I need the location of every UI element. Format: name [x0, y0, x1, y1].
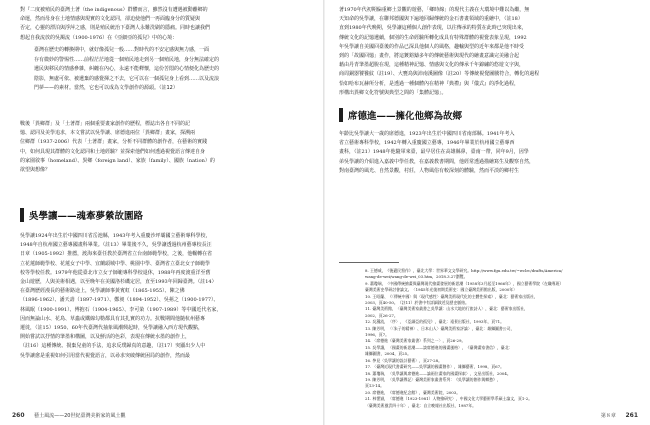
footnote-line: 16. 參見〈吳學讓的設計藝術〉，頁27-28。 — [365, 357, 442, 363]
footnote-line: 18. 蕭瓊瑞，〈吳學讓與席德進——論兩位畫家的國畫探索〉，文星出版社，2004。 — [365, 370, 511, 376]
footnote-line: 8. 王德威，《後遺民寫作》，臺北大學：世界華文文學研究。http://www.fgu.edu.tw/~wclrc/drafts/America/ — [365, 268, 563, 273]
quote-line: 存有微妙的警惕性……前程茫茫地從一個殖民地走到另一個殖民地，身分無法確定的 — [34, 56, 220, 63]
text-line: 中，如何具現其群體的文化認同和土地經驗？並探索他們如何透過視覺語言傳達自身 — [20, 148, 206, 155]
footnote-rule — [339, 262, 399, 263]
text-line: 對南臺灣的風光、自然景觀，村莊，人物風俗有較深刻的體驗，然而平淡的鄉村生 — [339, 167, 520, 174]
section-heading — [20, 208, 143, 222]
footnote-line: 10. 王昭蘭、《〈傳統中國〉與〈現代感性〉臺灣美術現代化的主體性探索》，臺北：藝術家出版社， — [365, 293, 538, 299]
text-line: 戰後「異鄉群」及「土著群」兩個重要畫家創作的歷程，標誌出各自不同的記 — [20, 121, 191, 127]
chapter-label: 第８章 — [600, 413, 616, 419]
text-line: 到的「故國回憶」畫作，將這鍍鎔鑄多年的傳統藝術與現代的繪畫意識完美融合起 — [339, 53, 520, 60]
text-line: 形構出異鄉文化符號與典型之間的「集體記憶」。 — [339, 89, 447, 96]
text-line: 年吳學讓自美國回臺後的作品已深具他個人的風格，趣輸與型的近年來都是他不時受 — [339, 43, 525, 50]
text-line: 在臺灣歷經漫長的藝術路途上，吳學讓師事黃賓虹（1865-1955）、陳之佛 — [20, 288, 185, 295]
section-title: 吳學讓——魂牽夢縈故園路 — [29, 211, 144, 222]
text-line: 恰如哈布瓦赫所分析，是透過一種個體內在精神『典禮』與『儀式』的淨化過程， — [339, 80, 520, 87]
footnote-line: 12. 吳濁流，〈序〉，《亞細亞的孤兒》，臺北：遠景出版社，1993年，頁71。 — [365, 319, 504, 325]
text-line: 否定，心靈的漂泊與浮萍之感，則是殖民統治下臺灣人永難洗刷的隱痛。同時也讓我們 — [20, 25, 211, 32]
text-line: 日章（1905-1992）推薦，渡海來臺任教於臺灣省立台南師範學校，之後，他輾轉在省 — [20, 251, 213, 258]
text-line: 直到1980年代晚期，吳學讓這種個人創作表現，以往傳承的特質在此時已突現出來， — [339, 25, 527, 32]
footnote-line: 1996，頁7。 — [365, 332, 390, 338]
text-line: 對『二度被殖民的臺灣土著（the indigenous）群體而言，雖然沒有遭遇被動離鄉的 — [20, 7, 208, 13]
footnotes — [365, 268, 637, 409]
text-line: 吳學讓1924年出生於中國四川省岳池縣，1943年考入重慶沙坪壩國立藝術專科學校， — [20, 233, 211, 239]
section-body — [20, 232, 312, 361]
text-line: 省立藝術專科學校，1942年轉入重慶國立藝專，1946年畢業於杭州國立藝專西 — [339, 140, 515, 147]
text-line: 林風眠（1900-1991）、傅抱石（1904-1965）、李可染（1907-1989）等中國近代名家， — [20, 306, 222, 313]
intro-paragraph — [20, 6, 312, 43]
quote-line: 臺灣在歷史的轉換期中，就好像孤兒一般……對時代的不安定感與無力感，一面 — [34, 47, 210, 53]
footnote-line: 頁13-14。 — [365, 383, 384, 389]
text-line: 天知命的吳學讓，在聯邦德國與下遍地回歸傳統的金石書畫領域的重繪中，（註18） — [339, 16, 523, 23]
footnote-line: 〈臺灣美術風雲四十年〉，臺北：自立晚報社出版社，1987年。 — [365, 402, 477, 408]
footnote-line: 臺灣美術史學研討會論文。〈1945年光復初期美術史：國立臺灣美術館出版，2000年〉 — [365, 287, 518, 293]
text-line: 憶、認同及美學追求，本文嘗試以吳學讓、席德進兩位「異鄉群」畫家，探溯兩 — [20, 130, 196, 137]
heading-bar — [20, 208, 24, 222]
footnote-line: 2002，頁26-27。 — [365, 312, 398, 318]
heading-bar — [339, 108, 343, 122]
text-line: 吳學讓愈是重視如何引用當代視覺語言，以尋求突破傳統困局的創作，然而最 — [20, 352, 191, 359]
footnote-line: 15. 吳學讓，〈國畫的新思潮——談席德進的國畫風格〉，《臺灣畫家書信》，臺北： — [365, 344, 513, 350]
text-line: 欲望與想像？ — [20, 167, 51, 174]
text-line: 開始嘗試以抒情的筆墨和構圖，以及鮮活的色彩，表現在傳統水墨的創作上， — [20, 334, 191, 341]
right-footer — [601, 412, 638, 419]
quote-line: 遺民與移民的情感參雜，糾纏在內心，永遠不能釋懷，這份苦悶的心情便化為歷史的 — [34, 66, 220, 73]
text-line: 藉由丹青筆墨超脫在現，這種精神記憶、情感與文化的傳承千年錦繡的悠遊文字與， — [339, 62, 525, 69]
top-paragraph — [339, 6, 635, 98]
text-line: 商周銅器饕餮紋（註19）、大甕鳥與沛南溪圖像（註20）等傳統視覺圖騰符合，轉化的過程 — [339, 71, 540, 78]
text-line: 傳統文化的記憶遺續，個別的生命經驗所轉化成具有特殊群體的視覺表象呈現，1992 — [339, 34, 527, 41]
footnote-line: 20. 席德進，《席德進紀念館》，臺灣美術院，2003。 — [365, 389, 461, 395]
text-line: 畫科，（註21）1948年他隨軍來臺，最早居住在高雄縣鼻，臺南一帶，同年9月，因學 — [339, 149, 529, 156]
text-line: 因而無論山水、花鳥、草蟲或鐵線勾勒都具有其扎實的功力。抗戰期間他隨杭州藝專 — [20, 315, 206, 322]
text-line: 遷徙，（註15）1950、60年代臺灣代抽象風潮興起時，吳學讓融入西方現代觀點， — [20, 325, 203, 332]
text-line: （1896-1962）、潘天壽（1897-1971）、鄭昶（1894-1952）、吳茀之（1900-1977）、 — [20, 297, 219, 304]
page-number: 260 — [12, 412, 25, 419]
text-line: 命運，然而母身在土地情感與現實的文化認同，卻迫使他們一再面臨身分的質疑與 — [20, 16, 201, 23]
body-paragraph — [20, 120, 312, 175]
footnote-line: 14. 〈席德進（臺灣美術家叢書）系列之一〉，頁26-29。 — [365, 338, 466, 344]
footnote-line: 19. 陳芳明，〈吳學讓傳記〉臺灣美術家叢書系列：《吳學讓的創作與鄉愁》， — [365, 376, 501, 382]
footnote-line: 13. 陳芳明，〈〈朱子的精神〉、日本山人〉臺灣美術家評論〉，臺北：雄獅圖書公司， — [365, 325, 515, 331]
block-quote — [34, 46, 304, 94]
footnote-line: 11. 臺灣美術館，〈臺灣美術家叢書之吳學讓：山水大地的行旅詩人〉，臺北：藝術家出版社， — [365, 306, 529, 312]
section-heading — [339, 108, 462, 122]
text-line: 位鄉群（1937-2006）代表「土著群」畫家，分析不同群體的創作者，在藝術的實踐 — [20, 139, 208, 146]
text-line: 立花蓮師範學校、花蓮女子中學、宜蘭頭城中學、桃園中學、臺灣省立臺北女子師範學 — [20, 260, 211, 267]
footnote-line: 17. 〈臺灣近現代書畫研究——吳學讓的國畫創作〉，雄獅藝術，1998，頁67。 — [365, 364, 504, 370]
right-page — [325, 0, 650, 425]
footnote-line: 9. 蕭瓊瑞，〈中國傳統繪畫與臺灣現代繪畫發展的新思潮（1958年3月起至1966年），國立藝術學院（在職專班） — [365, 280, 564, 286]
footnote-line: 21. 林惺嶽，〈席德進（1923-1981）人物繪研究〉，中國文化大學藝術學系碩士論文，頁1-2。 — [365, 396, 533, 402]
text-line: 校等學校任教。1979年他從臺北市立女子師範專科學校退休，1988年再度渡重洋至舊 — [20, 269, 211, 276]
footnote-line: 2003，頁40-50。（註11）於書中有詳細敘述及歷史脈絡。 — [365, 300, 469, 306]
text-line: 想起自我流放的吳濁流（1900-1976）在《亞細亞的孤兒》中的心境： — [20, 34, 178, 41]
section-body — [339, 130, 635, 176]
footnote-line: 雄獅圖書，2004，頁25。 — [365, 351, 411, 357]
text-line: 弟吳學讓的介紹進入嘉義中學任教，在嘉義教書期間，他經常透過描繪寫生及觀察自然， — [339, 158, 535, 165]
text-line: 的家園敘事（homeland）、異鄉（foreign land）、家族（family）、國族（nation）的 — [20, 157, 215, 164]
text-line: 著1970年代初期偏重鄉土景觀的遊藝，「鄉時線」的現代主義在大環境中難以為繼，無 — [339, 7, 530, 13]
left-footer — [12, 412, 126, 419]
text-line: 金山遊歷，人與美術相遇，以至晚年在美國洛杉磯定居，直至1993年回歸臺灣。（註14） — [20, 279, 217, 286]
footnote-line: wang-de-wei/wang-de-wei_03.htm，2018.3.27瀏覽。 — [365, 274, 468, 280]
text-line: 1948年自杭州國立藝專國畫科畢業。（註13）畢業後不久，吳學讓透過杭州藝專校長汪 — [20, 242, 212, 249]
page-number: 261 — [625, 412, 638, 419]
text-line: 年齡比吳學讓大一歲的席德進，1923年出生於中國四川省南部縣。1941年考入 — [339, 131, 515, 137]
quote-line: 門夢——的素材。當然，它也可以成為文學創作的源頭。（註12） — [34, 85, 178, 92]
text-line: （註16）這種傳統、揚棄兒童的手法，追求反璞歸真的意趣，（註17）突顯出少人中 — [20, 343, 206, 350]
quote-line: 陰影，無處可依、被遺棄的感覺揮之不去，它可以在一個孤兒身上看到……以及流浪 — [34, 75, 220, 82]
running-title: 藝土風流——20世紀臺灣美術家的風土觀 — [34, 413, 126, 419]
section-title: 席德進——擁化他鄉為故鄉 — [348, 111, 463, 122]
